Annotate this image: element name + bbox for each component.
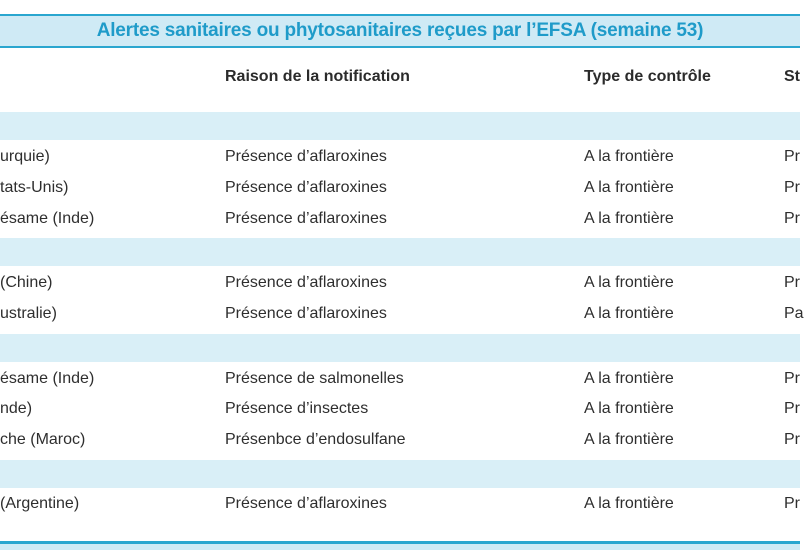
table-row xyxy=(0,173,800,203)
table-row xyxy=(0,299,804,329)
cell-control-type: A la frontière xyxy=(584,495,674,512)
cell-reason: Présence de salmonelles xyxy=(225,370,404,387)
cell-status: Pa xyxy=(784,305,804,322)
cell-product: ésame (Inde) xyxy=(0,370,95,387)
cell-reason: Présenbce d’endosulfane xyxy=(225,431,406,448)
cell-status: Pr xyxy=(784,370,800,387)
table-header-row xyxy=(0,48,800,110)
cell-control-type: A la frontière xyxy=(584,274,674,291)
cell-control-type: A la frontière xyxy=(584,210,674,227)
group-band xyxy=(0,334,800,362)
cell-status: Pr xyxy=(784,400,800,417)
group-band xyxy=(0,460,800,488)
cell-control-type: A la frontière xyxy=(584,179,674,196)
cell-status: Pr xyxy=(784,274,800,291)
table-row xyxy=(0,394,800,424)
header-reason: Raison de la notification xyxy=(225,68,410,85)
cell-control-type: A la frontière xyxy=(584,431,674,448)
header-control-type: Type de contrôle xyxy=(584,68,711,85)
cell-status: Pr xyxy=(784,431,800,448)
table-title-bar xyxy=(0,14,800,48)
cell-control-type: A la frontière xyxy=(584,148,674,165)
cell-product: (Argentine) xyxy=(0,495,80,512)
group-band xyxy=(0,112,800,140)
cell-product: che (Maroc) xyxy=(0,431,86,448)
cell-status: Pr xyxy=(784,148,800,165)
cell-reason: Présence d’aflaroxines xyxy=(225,274,387,291)
table-row xyxy=(0,425,800,455)
table-row xyxy=(0,268,800,298)
table-bottom-band xyxy=(0,544,800,550)
cell-product: ustralie) xyxy=(0,305,57,322)
group-band xyxy=(0,238,800,266)
cell-product: tats-Unis) xyxy=(0,179,69,196)
cell-status: Pr xyxy=(784,495,800,512)
cell-product: (Chine) xyxy=(0,274,53,291)
table-row xyxy=(0,142,800,172)
table-row xyxy=(0,364,800,394)
cell-reason: Présence d’aflaroxines xyxy=(225,179,387,196)
cell-reason: Présence d’insectes xyxy=(225,400,369,417)
table-row xyxy=(0,489,800,519)
cell-reason: Présence d’aflaroxines xyxy=(225,495,387,512)
cell-control-type: A la frontière xyxy=(584,400,674,417)
table-title: Alertes sanitaires ou phytosanitaires reçues par l’EFSA (semaine 53) xyxy=(96,20,704,41)
cell-control-type: A la frontière xyxy=(584,305,674,322)
cell-status: Pr xyxy=(784,179,800,196)
header-status: St xyxy=(784,68,800,85)
cell-status: Pr xyxy=(784,210,800,227)
table-row xyxy=(0,204,800,234)
cell-reason: Présence d’aflaroxines xyxy=(225,305,387,322)
cell-product: nde) xyxy=(0,400,33,417)
cell-product: ésame (Inde) xyxy=(0,210,95,227)
cell-product: urquie) xyxy=(0,148,50,165)
cell-control-type: A la frontière xyxy=(584,370,674,387)
cell-reason: Présence d’aflaroxines xyxy=(225,210,387,227)
cell-reason: Présence d’aflaroxines xyxy=(225,148,387,165)
